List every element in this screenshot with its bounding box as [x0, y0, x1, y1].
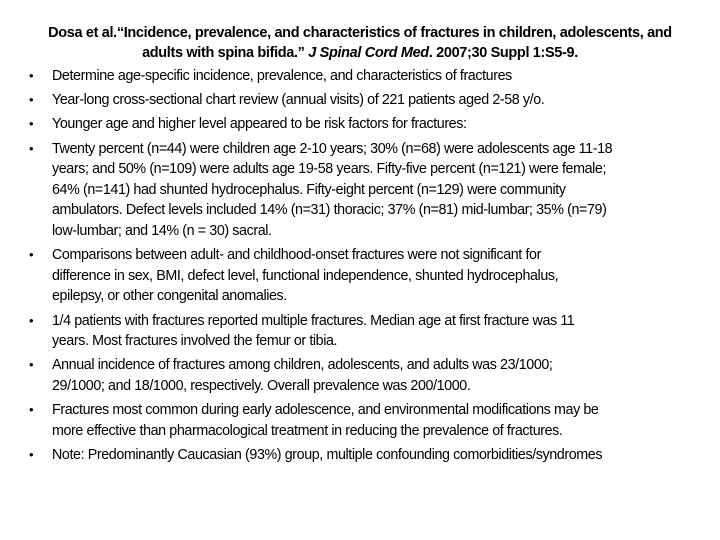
- bullet-item: [0, 311, 720, 352]
- bullet-icon: •: [29, 68, 34, 83]
- bullet-text-line: 1/4 patients with fractures reported multiple fractures. Median age at first fracture was 11: [52, 312, 575, 329]
- title-line-1: Dosa et al.“Incidence, prevalence, and characteristics of fractures in children, adolescents, and: [48, 25, 672, 41]
- bullet-text: [52, 445, 720, 466]
- bullet-text-line: years. Most fractures involved the femur or tibia.: [52, 333, 338, 350]
- bullet-text-line: 64% (n=141) had shunted hydrocephalus. Fifty-eight percent (n=129) were community: [52, 181, 566, 198]
- bullet-text: [52, 245, 720, 307]
- bullet-text: [52, 114, 720, 135]
- bullet-item: [0, 355, 720, 396]
- bullet-text-line: Year-long cross-sectional chart review (annual visits) of 221 patients aged 2-58 y/o.: [52, 92, 545, 109]
- bullet-list: [0, 66, 720, 469]
- bullet-icon: •: [29, 116, 34, 132]
- bullet-text-line: low-lumbar; and 14% (n = 30) sacral.: [52, 222, 272, 239]
- title-line-2: [0, 43, 720, 63]
- bullet-text: [52, 139, 720, 242]
- bullet-item: [0, 66, 720, 87]
- bullet-text-line: more effective than pharmacological treatment in reducing the prevalence of fractures.: [52, 422, 563, 439]
- bullet-icon: •: [29, 92, 34, 108]
- bullet-item: [0, 114, 720, 135]
- bullet-text-line: Note: Predominantly Caucasian (93%) group, multiple confounding comorbidities/syndromes: [52, 446, 603, 463]
- bullet-item: [0, 139, 720, 242]
- bullet-item: [0, 245, 720, 307]
- bullet-item: [0, 445, 720, 466]
- bullet-text-line: years; and 50% (n=109) were adults age 19-58 years. Fifty-five percent (n=121) were female;: [52, 161, 607, 178]
- bullet-text-line: Younger age and higher level appeared to be risk factors for fractures:: [52, 116, 467, 133]
- bullet-item: [0, 400, 720, 441]
- bullet-icon: •: [29, 446, 34, 462]
- bullet-icon: •: [29, 402, 34, 418]
- bullet-text: [52, 90, 720, 111]
- bullet-text-line: epilepsy, or other congenital anomalies.: [52, 288, 287, 305]
- bullet-text-line: Annual incidence of fractures among children, adolescents, and adults was 23/1000;: [52, 357, 553, 374]
- bullet-text-line: Twenty percent (n=44) were children age 2-10 years; 30% (n=68) were adolescents age 11-18: [52, 140, 613, 157]
- bullet-icon: •: [29, 140, 34, 156]
- bullet-text-line: Determine age-specific incidence, prevalence, and characteristics of fractures: [52, 68, 512, 84]
- bullet-icon: •: [29, 312, 34, 328]
- bullet-text: [52, 66, 720, 87]
- bullet-text: [52, 355, 720, 396]
- bullet-text-line: Comparisons between adult- and childhood-onset fractures were not significant for: [52, 247, 541, 264]
- bullet-icon: •: [29, 357, 34, 373]
- slide-title: [0, 23, 720, 63]
- bullet-text: [52, 400, 720, 441]
- bullet-item: [0, 90, 720, 111]
- bullet-text-line: Fractures most common during early adolescence, and environmental modifications may be: [52, 402, 599, 419]
- journal-name: J Spinal Cord Med: [308, 45, 429, 61]
- bullet-icon: •: [29, 247, 34, 263]
- bullet-text-line: ambulators. Defect levels included 14% (n=31) thoracic; 37% (n=81) mid-lumbar; 35% (n=79): [52, 202, 607, 219]
- bullet-text-line: 29/1000; and 18/1000, respectively. Overall prevalence was 200/1000.: [52, 377, 471, 394]
- bullet-text-line: difference in sex, BMI, defect level, functional independence, shunted hydrocephalus,: [52, 267, 559, 284]
- citation-details: . 2007;30 Suppl 1:S5-9.: [428, 45, 578, 61]
- bullet-text: [52, 311, 720, 352]
- title-citation-text: adults with spina bifida.”: [142, 45, 309, 61]
